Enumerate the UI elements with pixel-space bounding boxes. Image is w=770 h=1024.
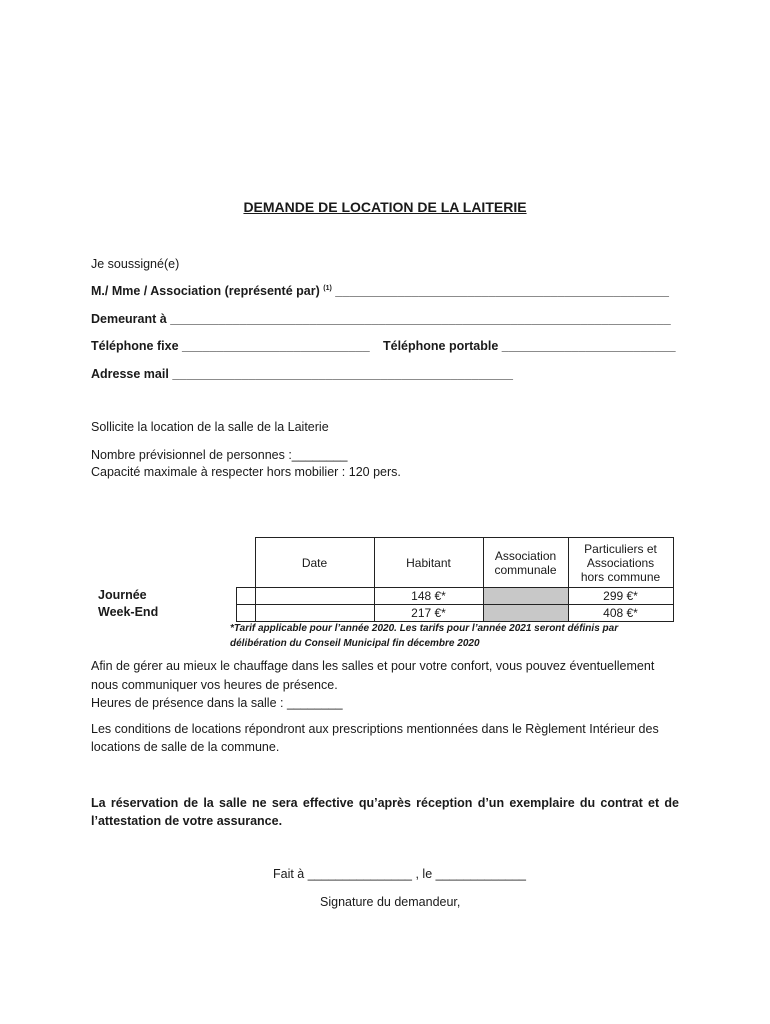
email-field[interactable] xyxy=(91,367,513,381)
phone-fixed-line: ___________________________ xyxy=(182,339,370,353)
heating-paragraph-line1: Afin de gérer au mieux le chauffage dans les salles et pour votre confort, vous pouvez éventuellement xyxy=(91,659,655,673)
habitant-cell-weekend: 217 €* xyxy=(374,605,483,622)
capacity-text: Capacité maximale à respecter hors mobilier : 120 pers. xyxy=(91,465,401,479)
date-cell-weekend[interactable] xyxy=(255,605,374,622)
request-text: Sollicite la location de la salle de la Laiterie xyxy=(91,420,329,434)
soussigne-label: Je soussigné(e) xyxy=(91,257,180,271)
particuliers-cell-weekend: 408 €* xyxy=(568,605,673,622)
checkbox-journee[interactable] xyxy=(237,588,256,605)
table-header-row xyxy=(237,538,674,588)
signature-label: Signature du demandeur, xyxy=(320,895,461,909)
header-association-line1: Association xyxy=(494,548,557,563)
pricing-table xyxy=(236,537,674,622)
name-line: ________________________________________________ xyxy=(335,284,669,298)
header-date: Date xyxy=(255,538,374,588)
table-row xyxy=(237,588,674,605)
habitant-cell-journee: 148 €* xyxy=(374,588,483,605)
name-label: M./ Mme / Association (représenté par) xyxy=(91,284,320,298)
date-cell-journee[interactable] xyxy=(255,588,374,605)
people-count-field[interactable]: Nombre prévisionnel de personnes :________ xyxy=(91,448,348,462)
reservation-notice-line2: l’attestation de votre assurance. xyxy=(91,814,283,828)
phone-mobile-field[interactable] xyxy=(383,339,676,353)
heating-paragraph-line2: nous communiquer vos heures de présence. xyxy=(91,678,338,692)
header-particuliers-line1: Particuliers et xyxy=(584,541,657,556)
presence-hours-field[interactable]: Heures de présence dans la salle : ________ xyxy=(91,696,343,710)
table-corner xyxy=(237,538,256,588)
tariff-note-line2: délibération du Conseil Municipal fin décembre 2020 xyxy=(230,638,480,649)
page-title: DEMANDE DE LOCATION DE LA LAITERIE xyxy=(243,199,527,215)
footnote-marker: (1) xyxy=(323,284,332,292)
header-particuliers xyxy=(568,538,673,588)
name-field[interactable] xyxy=(91,284,669,298)
header-association xyxy=(483,538,568,588)
header-particuliers-line2: Associations xyxy=(586,555,655,570)
phone-fixed-label: Téléphone fixe xyxy=(91,339,179,353)
row-label-journee: Journée xyxy=(98,588,147,602)
address-line: ________________________________________________________________________ xyxy=(170,312,671,326)
header-association-line2: communale xyxy=(494,562,557,577)
conditions-paragraph-line2: locations de salle de la commune. xyxy=(91,740,280,754)
tariff-note-line1: *Tarif applicable pour l’année 2020. Les tarifs pour l’année 2021 seront définis par xyxy=(230,623,619,634)
phone-mobile-line: _________________________ xyxy=(501,339,676,353)
header-habitant: Habitant xyxy=(374,538,483,588)
checkbox-weekend[interactable] xyxy=(237,605,256,622)
place-date-field[interactable]: Fait à _______________ , le _____________ xyxy=(273,867,527,881)
table-row xyxy=(237,605,674,622)
reservation-notice-line1: La réservation de la salle ne sera effective qu’après réception d’un exemplaire du contrat et de xyxy=(91,796,679,810)
association-cell-weekend xyxy=(483,605,568,622)
association-cell-journee xyxy=(483,588,568,605)
phone-mobile-label: Téléphone portable xyxy=(383,339,499,353)
conditions-paragraph-line1: Les conditions de locations répondront aux prescriptions mentionnées dans le Règlement Intérieur des xyxy=(91,722,659,736)
address-label: Demeurant à xyxy=(91,312,167,326)
particuliers-cell-journee: 299 €* xyxy=(568,588,673,605)
address-field[interactable] xyxy=(91,312,671,326)
phone-fixed-field[interactable] xyxy=(91,339,370,353)
email-line: _________________________________________________ xyxy=(172,367,513,381)
email-label: Adresse mail xyxy=(91,367,169,381)
row-label-weekend: Week-End xyxy=(98,605,159,619)
header-particuliers-line3: hors commune xyxy=(580,569,661,584)
